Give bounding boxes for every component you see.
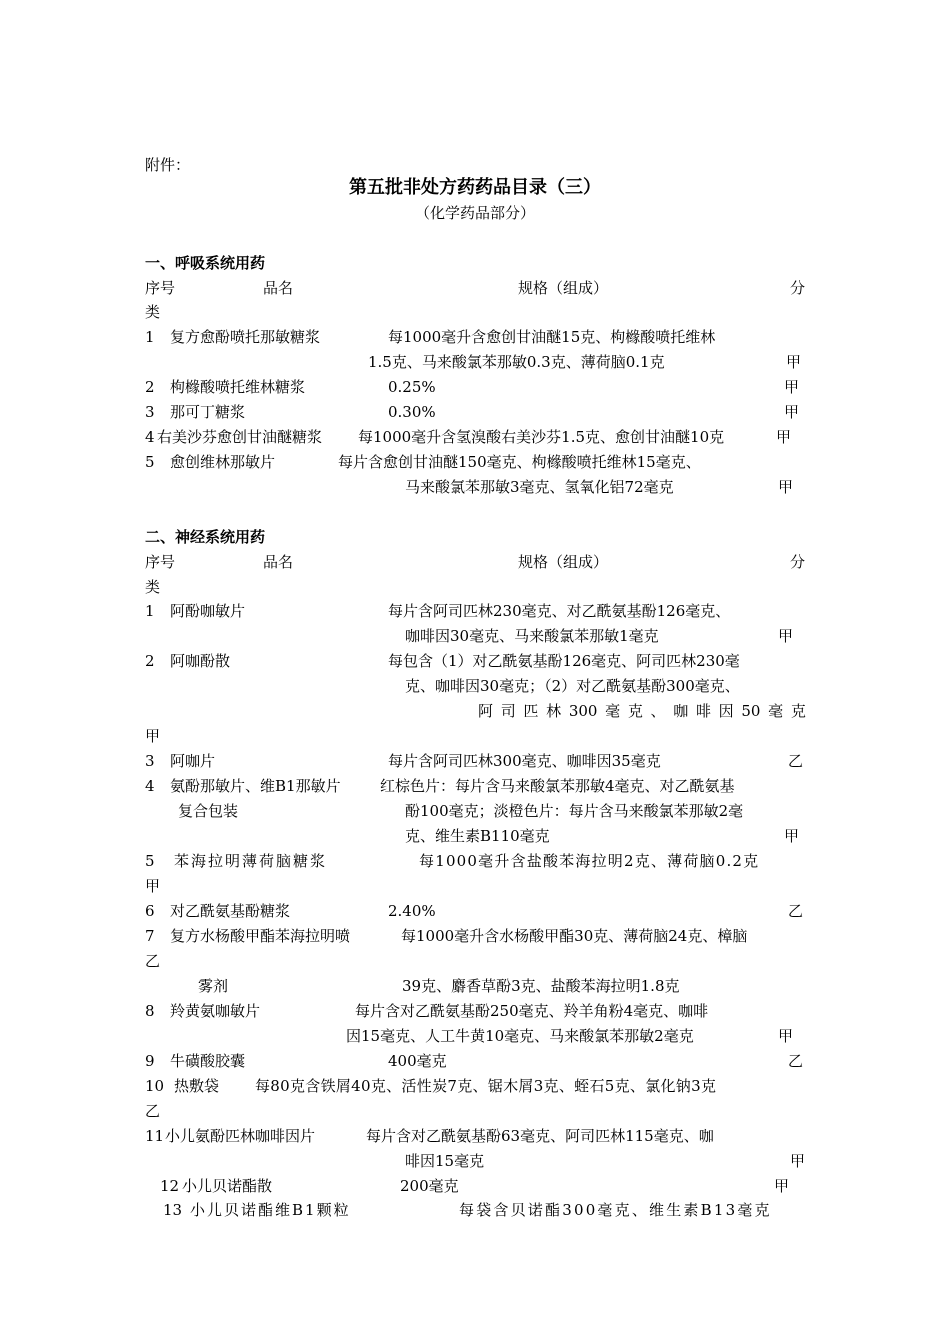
column-header-name: 品名	[263, 553, 294, 571]
row-no: 7	[145, 927, 155, 945]
spec-char: 咖	[673, 702, 689, 720]
section-heading-nervous: 二、神经系统用药	[145, 528, 266, 546]
row-no: 3	[145, 403, 155, 421]
row-no: 2	[145, 652, 155, 670]
row-class: 甲	[784, 827, 800, 845]
column-header-name: 品名	[263, 279, 294, 297]
row-name: 枸橼酸喷托维林糖浆	[170, 378, 306, 396]
row-name: 小儿贝诺酯维B1颗粒	[190, 1201, 351, 1219]
row-no: 2	[145, 378, 155, 396]
column-header-no: 序号	[145, 553, 176, 571]
row-class: 甲	[778, 478, 794, 496]
row-spec: 每片含对乙酰氨基酚250毫克、羚羊角粉4毫克、咖啡	[355, 1002, 709, 1020]
row-name: 复方水杨酸甲酯苯海拉明喷	[170, 927, 351, 945]
row-spec-cont: 1.5克、马来酸氯苯那敏0.3克、薄荷脑0.1克	[368, 353, 665, 371]
row-class: 乙	[145, 1102, 161, 1120]
row-spec: 2.40%	[388, 902, 436, 920]
row-spec-cont: 39克、麝香草酚3克、盐酸苯海拉明1.8克	[402, 977, 680, 995]
row-class: 甲	[776, 428, 792, 446]
row-spec: 红棕色片：每片含马来酸氯苯那敏4毫克、对乙酰氨基	[380, 777, 735, 795]
spec-char: 林	[546, 702, 562, 720]
row-spec-cont: 克、维生素B110毫克	[405, 827, 550, 845]
row-class: 乙	[145, 952, 161, 970]
row-spec: 400毫克	[388, 1052, 447, 1070]
row-no: 11	[145, 1127, 165, 1145]
row-name: 愈创维林那敏片	[170, 453, 276, 471]
spec-char: 克	[627, 702, 643, 720]
column-header-spec: 规格（组成）	[518, 279, 609, 297]
row-name: 氨酚那敏片、维B1那敏片	[170, 777, 341, 795]
row-name: 那可丁糖浆	[170, 403, 246, 421]
row-spec-cont: 马来酸氯苯那敏3毫克、氢氧化铝72毫克	[405, 478, 674, 496]
column-header-class-wrap: 类	[145, 303, 161, 321]
row-no: 1	[145, 602, 155, 620]
row-class: 甲	[778, 1027, 794, 1045]
spec-char: 匹	[523, 702, 539, 720]
row-spec-cont: 因15毫克、人工牛黄10毫克、马来酸氯苯那敏2毫克	[346, 1027, 694, 1045]
row-no: 5	[145, 453, 155, 471]
row-class: 甲	[784, 403, 800, 421]
row-name: 小儿贝诺酯散	[182, 1177, 273, 1195]
row-no: 13	[163, 1201, 183, 1219]
page-subtitle: （化学药品部分）	[414, 204, 535, 222]
row-no: 5	[145, 852, 155, 870]
spec-char: 克	[790, 702, 806, 720]
row-class: 甲	[145, 727, 161, 745]
spec-char: 毫	[768, 702, 784, 720]
row-name: 小儿氨酚匹林咖啡因片	[165, 1127, 316, 1145]
row-class: 乙	[788, 902, 804, 920]
column-header-no: 序号	[145, 279, 176, 297]
row-name: 右美沙芬愈创甘油醚糖浆	[157, 428, 323, 446]
row-name: 阿咖片	[170, 752, 216, 770]
spec-char: 300	[568, 702, 598, 720]
column-header-class-wrap: 类	[145, 578, 161, 596]
row-spec: 每片含愈创甘油醚150毫克、枸橼酸喷托维林15毫克、	[338, 453, 701, 471]
row-spec: 每片含阿司匹林300毫克、咖啡因35毫克	[388, 752, 661, 770]
row-no: 12	[160, 1177, 180, 1195]
row-spec: 每1000毫升含水杨酸甲酯30克、薄荷脑24克、樟脑	[401, 927, 748, 945]
row-no: 9	[145, 1052, 155, 1070]
spec-char: 毫	[605, 702, 621, 720]
spec-char: 阿	[478, 702, 494, 720]
spec-char: 啡	[695, 702, 711, 720]
row-spec: 200毫克	[400, 1177, 459, 1195]
row-name: 复方愈酚喷托那敏糖浆	[170, 328, 321, 346]
row-class: 乙	[788, 1052, 804, 1070]
row-name-cont: 复合包装	[178, 802, 239, 820]
row-name: 羚黄氨咖敏片	[170, 1002, 261, 1020]
row-name-cont: 雾剂	[198, 977, 229, 995]
row-no: 6	[145, 902, 155, 920]
column-header-class: 分	[790, 279, 806, 297]
row-spec: 每80克含铁屑40克、活性炭7克、锯木屑3克、蛭石5克、氯化钠3克	[255, 1077, 717, 1095]
row-name: 热敷袋	[174, 1077, 220, 1095]
row-spec: 每1000毫升含愈创甘油醚15克、枸橼酸喷托维林	[388, 328, 716, 346]
row-no: 4	[145, 777, 155, 795]
row-name: 对乙酰氨基酚糖浆	[170, 902, 291, 920]
row-name: 苯海拉明薄荷脑糖浆	[174, 852, 328, 870]
row-spec-cont: 酚100毫克；淡橙色片：每片含马来酸氯苯那敏2毫	[405, 802, 744, 820]
row-no: 8	[145, 1002, 155, 1020]
row-spec: 每袋含贝诺酯300毫克、维生素B13毫克	[459, 1201, 772, 1219]
row-spec: 0.30%	[388, 403, 436, 421]
page-title: 第五批非处方药药品目录（三）	[349, 177, 601, 198]
row-name: 阿酚咖敏片	[170, 602, 246, 620]
spec-char: 50	[741, 702, 761, 720]
row-class: 甲	[784, 378, 800, 396]
row-class: 甲	[145, 877, 161, 895]
row-spec-cont: 啡因15毫克	[405, 1152, 485, 1170]
row-spec-cont: 咖啡因30毫克、马来酸氯苯那敏1毫克	[405, 627, 659, 645]
row-spec: 每包含（1）对乙酰氨基酚126毫克、阿司匹林230毫	[388, 652, 740, 670]
row-spec: 每1000毫升含盐酸苯海拉明2克、薄荷脑0.2克	[419, 852, 760, 870]
row-spec-cont: 克、咖啡因30毫克；（2）对乙酰氨基酚300毫克、	[405, 677, 740, 695]
spec-char: 、	[650, 702, 666, 720]
row-spec: 每片含阿司匹林230毫克、对乙酰氨基酚126毫克、	[388, 602, 731, 620]
spec-char: 司	[500, 702, 516, 720]
row-class: 乙	[788, 752, 804, 770]
row-class: 甲	[786, 353, 802, 371]
row-spec: 每1000毫升含氢溴酸右美沙芬1.5克、愈创甘油醚10克	[358, 428, 725, 446]
column-header-spec: 规格（组成）	[518, 553, 609, 571]
column-header-class: 分	[790, 553, 806, 571]
row-spec: 0.25%	[388, 378, 436, 396]
row-class: 甲	[774, 1177, 790, 1195]
row-name: 阿咖酚散	[170, 652, 231, 670]
row-class: 甲	[790, 1152, 806, 1170]
row-name: 牛磺酸胶囊	[170, 1052, 246, 1070]
row-no: 4	[145, 428, 155, 446]
spec-char: 因	[718, 702, 734, 720]
row-no: 3	[145, 752, 155, 770]
row-spec: 每片含对乙酰氨基酚63毫克、阿司匹林115毫克、咖	[366, 1127, 714, 1145]
row-spec-justified	[478, 701, 806, 721]
row-class: 甲	[778, 627, 794, 645]
row-no: 10	[145, 1077, 165, 1095]
section-heading-respiratory: 一、呼吸系统用药	[145, 254, 266, 272]
row-no: 1	[145, 328, 155, 346]
attachment-label: 附件：	[145, 156, 191, 174]
